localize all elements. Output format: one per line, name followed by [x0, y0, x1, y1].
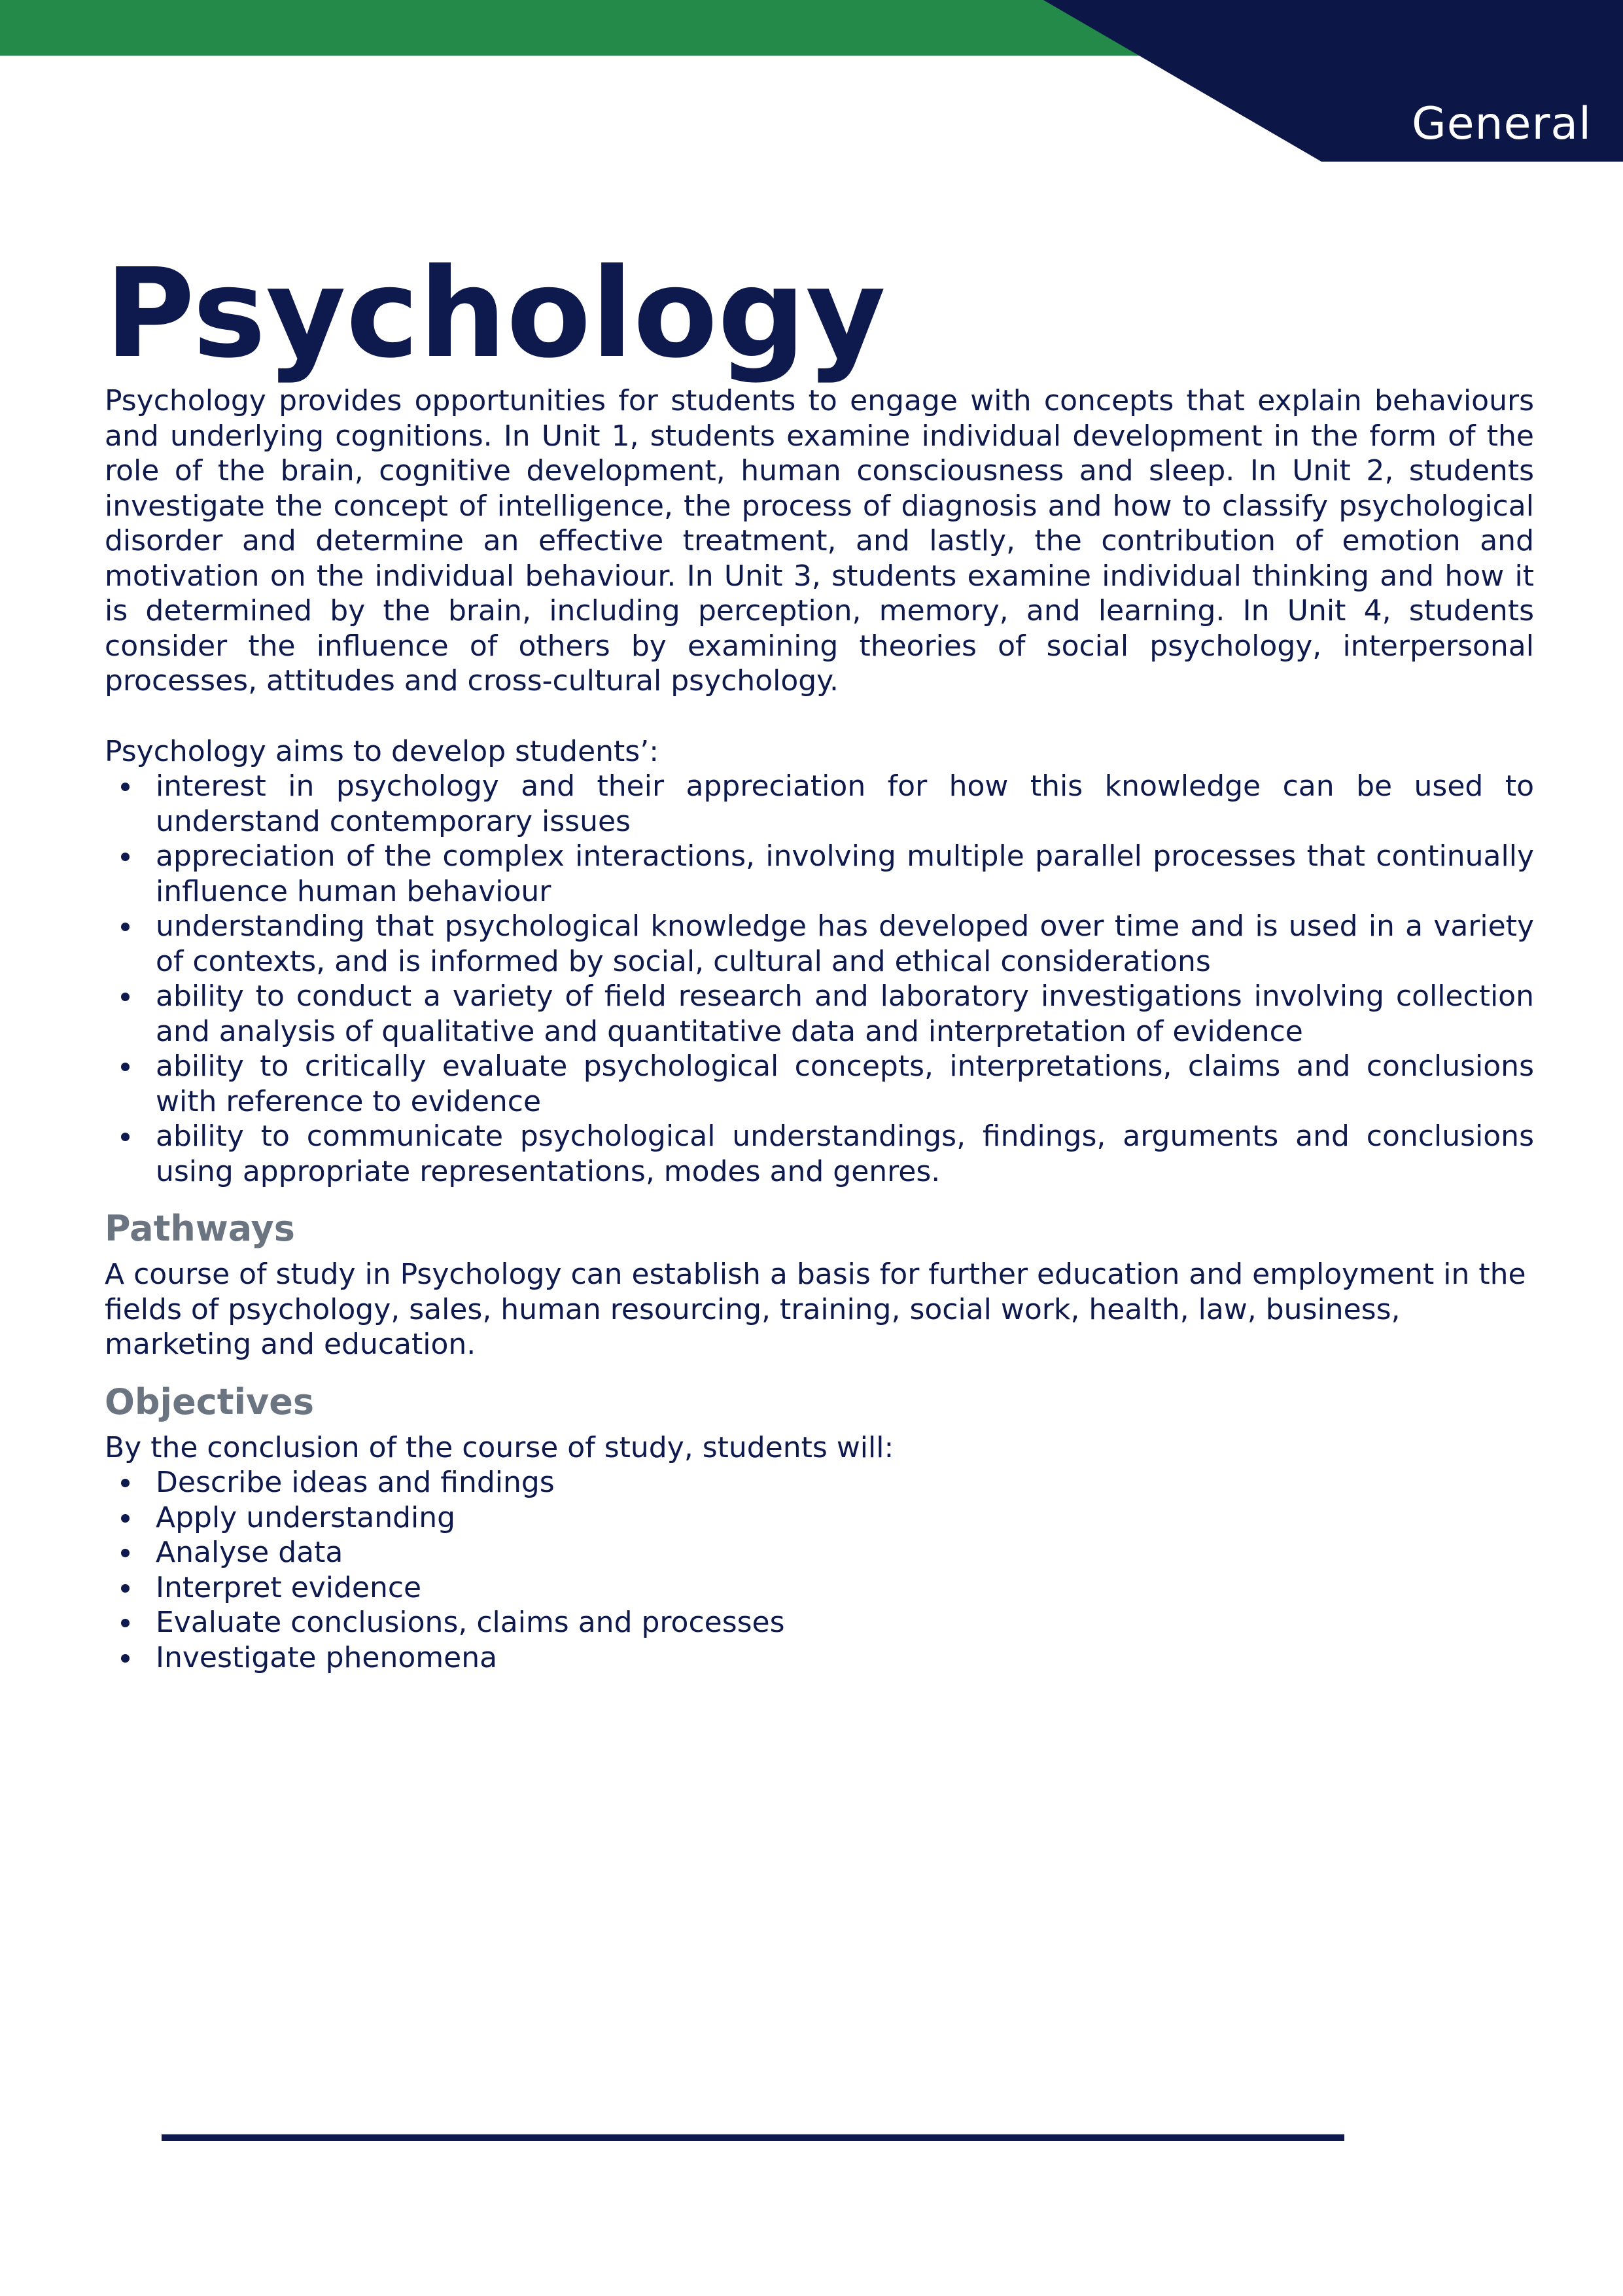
list-item-text: Analyse data [156, 1536, 343, 1569]
list-item-text: Interpret evidence [156, 1570, 422, 1604]
list-item-text: Apply understanding [156, 1500, 456, 1534]
pathways-heading: Pathways [105, 1208, 295, 1249]
page-title: Psychology [105, 242, 886, 385]
category-label: General [1412, 98, 1592, 150]
list-item [105, 1049, 1534, 1119]
list-item-text: ability to critically evaluate psychological concepts, interpretations, claims and conclusions with reference to evidence [156, 1050, 1534, 1118]
list-item [105, 839, 1534, 909]
bullet-icon [121, 783, 130, 791]
objectives-intro: By the conclusion of the course of study, students will: [105, 1430, 894, 1464]
list-item-text: interest in psychology and their appreciation for how this knowledge can be used to understand contemporary issues [156, 769, 1534, 838]
header-band [0, 0, 1623, 164]
bullet-icon [121, 1619, 130, 1627]
bullet-icon [121, 1654, 130, 1663]
pathways-text: A course of study in Psychology can establish a basis for further education and employment in the fields of psychology, sales, human resourcing, training, social work, health, law, business, marketing and education. [105, 1258, 1526, 1361]
aims-list [105, 769, 1534, 1189]
bullet-icon [121, 1133, 130, 1141]
list-item-text: understanding that psychological knowledge has developed over time and is used in a variety of contexts, and is informed by social, cultural and ethical considerations [156, 910, 1534, 978]
objectives-heading: Objectives [105, 1381, 314, 1422]
list-item [105, 1465, 1534, 1500]
list-item-text: ability to communicate psychological understandings, findings, arguments and conclusions using appropriate representations, modes and genres. [156, 1120, 1534, 1188]
intro-paragraph: Psychology provides opportunities for students to engage with concepts that explain behaviours and underlying cognitions. In Unit 1, students examine individual development in the form of the role of the brain, cognitive development, human consciousness and sleep. In Unit 2, students investigate the concept of intelligence, the process of diagnosis and how to classify psychological disorder and determine an effective treatment, and lastly, the contribution of emotion and motivation on the individual behaviour. In Unit 3, students examine individual thinking and how it is determined by the brain, including perception, memory, and learning. In Unit 4, students consider the influence of others by examining theories of social psychology, interpersonal processes, attitudes and cross-cultural psychology. [105, 384, 1534, 698]
aims-intro: Psychology aims to develop students’: [105, 734, 659, 768]
bullet-icon [121, 1479, 130, 1487]
header-green-bar [0, 0, 1145, 56]
bullet-icon [121, 853, 130, 861]
bullet-icon [121, 1063, 130, 1071]
document-content [105, 242, 1534, 1675]
list-item-text: Evaluate conclusions, claims and processes [156, 1606, 785, 1639]
objectives-list [105, 1465, 1534, 1675]
bullet-icon [121, 1584, 130, 1593]
bullet-icon [121, 993, 130, 1001]
bullet-icon [121, 1514, 130, 1523]
list-item [105, 909, 1534, 979]
list-item [105, 1640, 1534, 1676]
list-item [105, 1605, 1534, 1640]
list-item [105, 1119, 1534, 1189]
list-item-text: appreciation of the complex interactions, involving multiple parallel processes that continually influence human behaviour [156, 839, 1534, 908]
bullet-icon [121, 1549, 130, 1557]
list-item [105, 769, 1534, 839]
list-item [105, 979, 1534, 1049]
footer-divider [162, 2134, 1344, 2141]
bullet-icon [121, 923, 130, 931]
list-item-text: ability to conduct a variety of field research and laboratory investigations involving collection and analysis of qualitative and quantitative data and interpretation of evidence [156, 980, 1534, 1048]
list-item [105, 1535, 1534, 1570]
list-item-text: Investigate phenomena [156, 1640, 498, 1674]
list-item [105, 1570, 1534, 1606]
list-item [105, 1500, 1534, 1536]
list-item-text: Describe ideas and findings [156, 1466, 555, 1499]
